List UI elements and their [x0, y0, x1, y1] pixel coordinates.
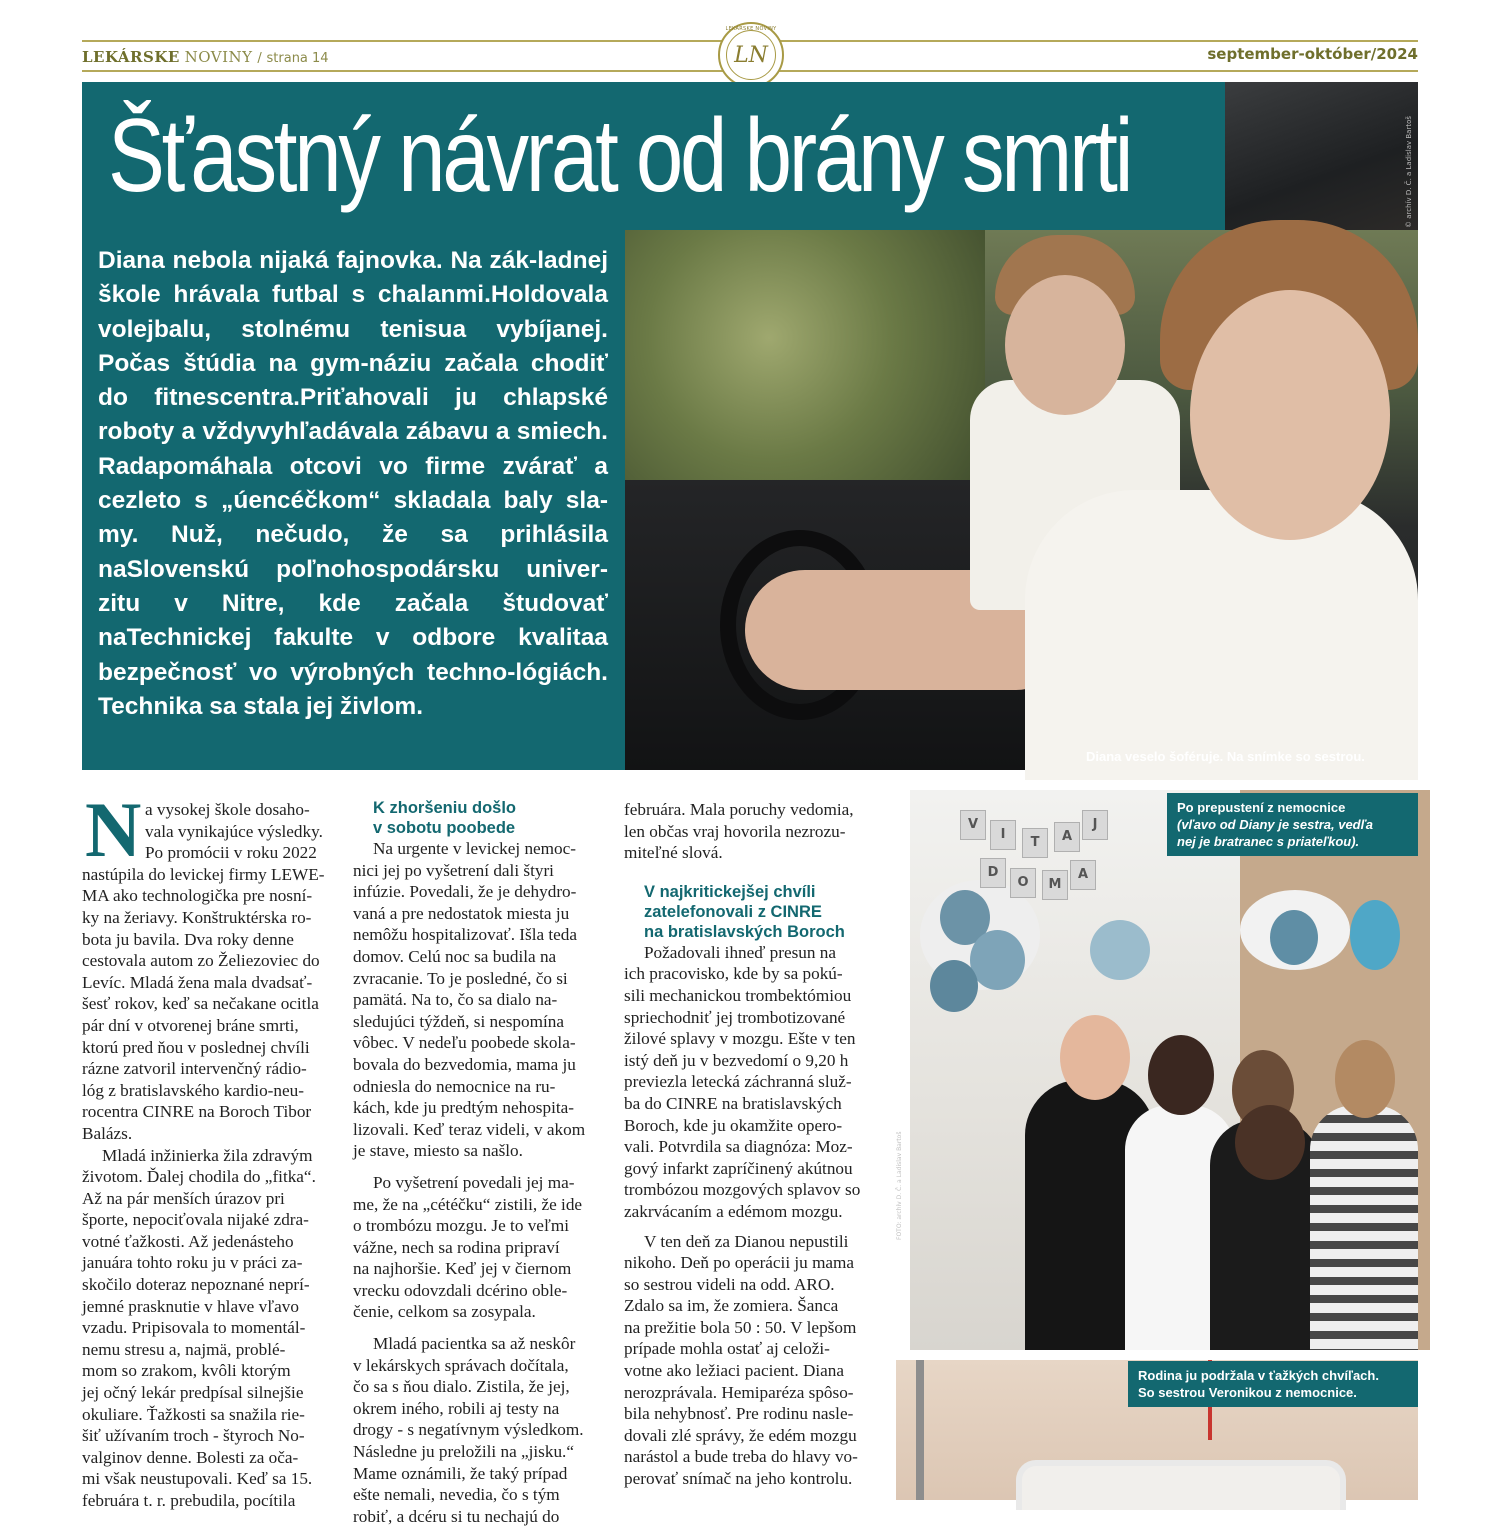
photo-car-window	[625, 230, 985, 500]
page-number: strana 14	[266, 51, 329, 66]
body-line: votne ako ležiaci pacient. Diana	[624, 1361, 844, 1381]
hospital-photo-caption	[1128, 1361, 1418, 1407]
section-subheading	[373, 798, 605, 838]
lead-line: Technickej fakulte v odbore kvalita	[126, 624, 595, 652]
banner-flag: V	[960, 810, 986, 840]
body-line: spriechodniť jej trombotizované	[624, 1007, 846, 1027]
body-line: čo sa s ňou dialo. Zistila, že jej,	[353, 1377, 570, 1397]
photo-credit-family	[896, 1040, 906, 1240]
body-line: mi však neustupovali. Keď sa 15.	[82, 1469, 313, 1489]
photo-top-strip	[1225, 82, 1418, 230]
lead-line: vyhľadávala zábavu a smiech. Rada	[98, 418, 608, 480]
lead-line: Diana nebola nijaká fajnovka. Na zák-	[98, 247, 538, 274]
body-line: len občas vraj hovorila nezrozu-	[624, 821, 846, 841]
banner-flag: A	[1054, 822, 1080, 852]
body-line: a vysokej škole dosaho-	[145, 800, 310, 819]
body-line: narástol a bude treba do hlavy vo-	[624, 1447, 858, 1467]
body-line: vážne, nech sa rodina pripraví	[353, 1237, 560, 1257]
newspaper-logo	[718, 22, 784, 88]
body-line: bota ju bavila. Dva roky denne	[82, 929, 294, 949]
lead-line: my. Nuž, nečudo, že sa prihlásila na	[98, 521, 608, 583]
body-line: Zdalo sa im, že zomiera. Šanca	[624, 1296, 839, 1316]
article-title: Šťastný návrat od brány smrti	[108, 98, 1131, 214]
body-line: ky na žeriavy. Konštruktérska ro-	[82, 907, 312, 927]
body-line: šiť užívaním troch - štyroch No-	[82, 1426, 305, 1446]
balloon-blue	[1270, 910, 1318, 965]
family-caption-line-2: (vľavo od Diany je sestra, vedľa	[1177, 817, 1373, 832]
banner-flag: J	[1082, 810, 1108, 840]
body-line: Až na pár menších úrazov pri	[82, 1188, 285, 1208]
photo-sister-face	[1190, 290, 1390, 540]
photo-credit-top	[1405, 88, 1415, 228]
lead-line: Priťahovali ju chlapské roboty a vždy	[98, 384, 608, 446]
logo-letters: LN	[734, 43, 768, 68]
lead-line: náziu začala chodiť do fitnescentra.	[98, 349, 608, 412]
body-line: Levíc. Mladá žena mala dvadsať-	[82, 972, 313, 992]
body-line: istý deň ju v bezvedomí o 9,20 h	[624, 1050, 849, 1070]
main-photo-caption: Diana veselo šoféruje. Na snímke so sestrou.	[1086, 749, 1365, 764]
photo-sister-top	[1025, 490, 1418, 780]
banner-flag: T	[1022, 828, 1048, 858]
body-line: okrem iného, robili aj testy na	[353, 1398, 560, 1418]
lead-line: Slovenskú poľnohospodársku univer-	[126, 555, 608, 583]
body-line: zvracanie. To je posledné, čo si	[353, 968, 568, 988]
body-line: V ten deň za Dianou nepustili	[644, 1231, 849, 1251]
body-line: votné ťažkosti. Až jedenásteho	[82, 1231, 294, 1251]
paragraph-gap	[353, 1323, 605, 1333]
paragraph-gap	[624, 1223, 876, 1231]
body-line: nikoho. Deň po operácii ju mama	[624, 1253, 855, 1273]
body-line: februára. Mala poruchy vedomia,	[624, 800, 854, 819]
subheading-line: v sobotu poobede	[373, 819, 516, 837]
issue-date: september-október/2024	[1207, 45, 1418, 63]
body-line: vali. Potvrdila sa diagnóza: Moz-	[624, 1137, 853, 1157]
lead-line: Holdovala volejbalu, stolnému tenisu	[98, 281, 608, 343]
hospital-caption-line-1: Rodina ju podržala v ťažkých chvíľach.	[1138, 1368, 1379, 1383]
body-line: rocentra CINRE na Boroch Tibor	[82, 1102, 312, 1122]
publication-name	[82, 48, 329, 66]
body-line: lizovali. Keď teraz videli, v akom	[353, 1119, 586, 1139]
body-line: životom. Ďalej chodila do „fitka“.	[82, 1167, 316, 1187]
banner-flag: A	[1070, 860, 1096, 890]
balloon-blue	[1350, 900, 1400, 970]
body-line: mom so zrakom, kvôli ktorým	[82, 1361, 291, 1381]
body-line: valginov denne. Bolesti za oča-	[82, 1447, 299, 1467]
body-line: bovala do bezvedomia, mama ju	[353, 1054, 576, 1074]
body-line: okuliare. Ťažkosti sa snažila rie-	[82, 1404, 305, 1424]
body-line: infúzie. Povedali, že je dehydro-	[353, 882, 577, 902]
body-line: sledujúci týždeň, si nespomína	[353, 1011, 564, 1031]
body-line: vala vynikajúce výsledky.	[145, 821, 323, 841]
banner-flag: O	[1010, 868, 1036, 898]
photo-hospital-bed	[1016, 1460, 1346, 1510]
paragraph-gap	[624, 864, 876, 882]
body-line: februára t. r. prebudila, pocítila	[82, 1491, 296, 1510]
body-line: Mladá inžinierka žila zdravým	[102, 1145, 313, 1165]
body-line: Mladá pacientka sa až neskôr	[373, 1334, 576, 1354]
photo-iv-pole	[916, 1360, 924, 1500]
subheading-wrap	[624, 882, 876, 942]
body-line: vrecku odovzdali dcérino oble-	[353, 1280, 568, 1300]
banner-flag: M	[1042, 870, 1068, 900]
body-line: MA ako technologička pre nosní-	[82, 886, 313, 906]
lead-line: leto s „úencéčkom“ skladala baly sla-	[137, 487, 608, 515]
body-line: ktorú pred ňou v poslednej chvíli	[82, 1037, 310, 1057]
photo-woman-white-head	[1148, 1035, 1214, 1115]
body-line: nemôžu hospitalizovať. Išla teda	[353, 925, 578, 945]
photo-credit-top-text: © archív D. Č. a Ladislav Bartoš	[1405, 116, 1413, 228]
body-line: perovať snímač na jeho kontrolu.	[624, 1469, 853, 1489]
header-separator: /	[257, 51, 262, 66]
family-caption-line-1: Po prepustení z nemocnice	[1177, 800, 1346, 815]
paragraph-gap	[353, 1162, 605, 1172]
body-line: ba do CINRE na bratislavských	[624, 1093, 842, 1113]
body-line: športe, nepociťovala nijaké zdra-	[82, 1210, 309, 1230]
body-line: Následne ju preložili na „jisku.“	[353, 1442, 574, 1462]
body-line: drogy - s negatívnym výsledkom.	[353, 1420, 584, 1440]
body-line: jej očný lekár predpísal silnejšie	[82, 1383, 304, 1403]
photo-man-head	[1060, 1015, 1130, 1100]
main-photo	[625, 230, 1418, 770]
body-line: pár dní v otvorenej bráne smrti,	[82, 1015, 299, 1035]
balloon-blue	[1090, 920, 1150, 980]
body-line: bila nehybnosť. Pre rodinu nasle-	[624, 1404, 854, 1424]
body-line: so sestrou videli na odd. ARO.	[624, 1274, 835, 1294]
body-line: nici jej po vyšetrení dali štyri	[353, 860, 554, 880]
subheading-line: K zhoršeniu došlo	[373, 799, 517, 817]
body-line: odniesla do nemocnice na ru-	[353, 1076, 556, 1096]
lead-line: lógiách. Technika sa stala jej živlom.	[98, 658, 608, 720]
photo-credit-family-text: FOTO: archív D. Č. a Ladislav Bartoš	[896, 1131, 903, 1240]
subheading-line: V najkritickejšej chvíli	[644, 882, 816, 901]
subheading-line: zatelefonovali z CINRE	[644, 902, 822, 921]
hospital-caption-line-2: So sestrou Veronikou z nemocnice.	[1138, 1385, 1357, 1400]
body-line: nastúpila do levickej firmy LEWE-	[82, 864, 325, 884]
body-line: na najhoršie. Keď jej v čiernom	[353, 1259, 572, 1279]
body-line: vaná a pre nedostatok miesta ju	[353, 903, 570, 923]
body-line: nerozprávala. Hemiparéza spôso-	[624, 1382, 854, 1402]
body-line: je stave, miesto sa našlo.	[353, 1141, 523, 1161]
body-line: me, že na „cétéčku“ zistili, že ide	[353, 1194, 583, 1214]
lead-line: a vybíjanej. Počas štúdia na gym-	[98, 315, 608, 377]
body-line: Boroch, kde ju okamžite opero-	[624, 1115, 843, 1135]
body-line: Mame oznámili, že taký prípad	[353, 1463, 568, 1483]
body-line: Na urgente v levickej nemoc-	[373, 839, 576, 858]
brand-light: NOVINY	[184, 48, 253, 66]
balloon-blue	[970, 930, 1025, 990]
body-line: zakrvácaním a edémom mozgu.	[624, 1201, 843, 1221]
body-line: sili mechanickou trombektómiou	[624, 985, 852, 1005]
logo-text: LEKÁRSKE NOVINY	[725, 26, 777, 32]
photo-family	[910, 790, 1418, 1350]
body-line: ich pracovisko, kde by sa pokú-	[624, 964, 843, 984]
body-line: kách, kde ju predtým nehospita-	[353, 1098, 574, 1118]
body-line: Požadovali ihneď presun na	[644, 942, 837, 962]
body-line: Po promócii v roku 2022	[145, 843, 317, 863]
body-line: nemu stresu a, najmä, problé-	[82, 1339, 286, 1359]
article-lead	[98, 244, 608, 724]
dropcap: N	[85, 786, 142, 873]
lead-line: pomáhala otcovi vo firme zvárať a cez	[98, 452, 608, 515]
photo-sister-striped	[1310, 1105, 1418, 1350]
photo-sister-head	[1335, 1040, 1395, 1118]
brand-bold: LEKÁRSKE	[82, 48, 180, 66]
body-line: ešte nemali, nevedia, čo s tým	[353, 1485, 560, 1505]
body-line: prípade mohla ostať aj celoži-	[624, 1339, 830, 1359]
family-caption-line-3: nej je bratranec s priateľkou).	[1177, 834, 1360, 849]
body-line: miteľné slová.	[624, 843, 723, 863]
body-line: Po vyšetrení povedali jej ma-	[373, 1172, 575, 1192]
column-2	[353, 798, 605, 1527]
body-line: januára tohto roku ju v práci za-	[82, 1253, 303, 1273]
lead-line: ladnej škole hrávala futbal s chalanmi.	[98, 247, 608, 309]
photo-driver-face	[1005, 275, 1125, 415]
body-line: šesť rokov, keď sa nečakane ocitla	[82, 994, 319, 1014]
lead-line: zitu v Nitre, kde začala študovať na	[98, 589, 608, 652]
body-line: v lekárskych správach dočítala,	[353, 1355, 569, 1375]
logo-inner-ring	[726, 30, 776, 80]
body-line: pamätá. Na to, čo sa dialo na-	[353, 990, 558, 1010]
body-line: skočilo doteraz nepoznané neprí-	[82, 1275, 310, 1295]
column-3	[624, 799, 876, 1490]
lead-line: a bezpečnosť vo výrobných techno-	[98, 624, 608, 686]
banner-flag: I	[990, 820, 1016, 850]
body-line: na prežitie bola 50 : 50. V lepšom	[624, 1317, 857, 1337]
banner-flag: D	[980, 858, 1006, 888]
body-line: domov. Celú noc sa budila na	[353, 946, 557, 966]
photo-dog	[1235, 1105, 1305, 1180]
body-line: Balázs.	[82, 1123, 133, 1143]
body-line: trombózou mozgových splavov so	[624, 1180, 861, 1200]
body-line: čenie, celkom sa zosypala.	[353, 1302, 536, 1322]
body-line: lóg z bratislavského kardio-neu-	[82, 1080, 304, 1100]
column-1	[82, 786, 334, 1512]
body-line: vôbec. V nedeľu poobede skola-	[353, 1033, 576, 1053]
body-line: previezla letecká záchranná služ-	[624, 1072, 852, 1092]
body-line: robiť, a dcéru si tu nechajú do	[353, 1506, 560, 1526]
body-line: o trombózu mozgu. Je to veľmi	[353, 1216, 570, 1236]
body-line: cestovala autom zo Želiezoviec do	[82, 951, 320, 971]
body-line: vzadu. Pripisovala to momentál-	[82, 1318, 306, 1338]
body-line: dovali zlé správy, že edém mozgu	[624, 1425, 857, 1445]
body-line: gový infarkt zapríčinený akútnou	[624, 1158, 853, 1178]
body-line: rázne zatvoril intervenčný rádio-	[82, 1059, 307, 1079]
section-subheading	[644, 882, 876, 942]
body-line: žilové splavy v mozgu. Ešte v ten	[624, 1029, 856, 1049]
body-line: jemné prasknutie v hlave vľavo	[82, 1296, 299, 1316]
subheading-wrap	[353, 798, 605, 838]
balloon-blue	[930, 960, 978, 1012]
family-photo-caption	[1167, 793, 1418, 856]
subheading-line: na bratislavských Boroch	[644, 922, 845, 941]
